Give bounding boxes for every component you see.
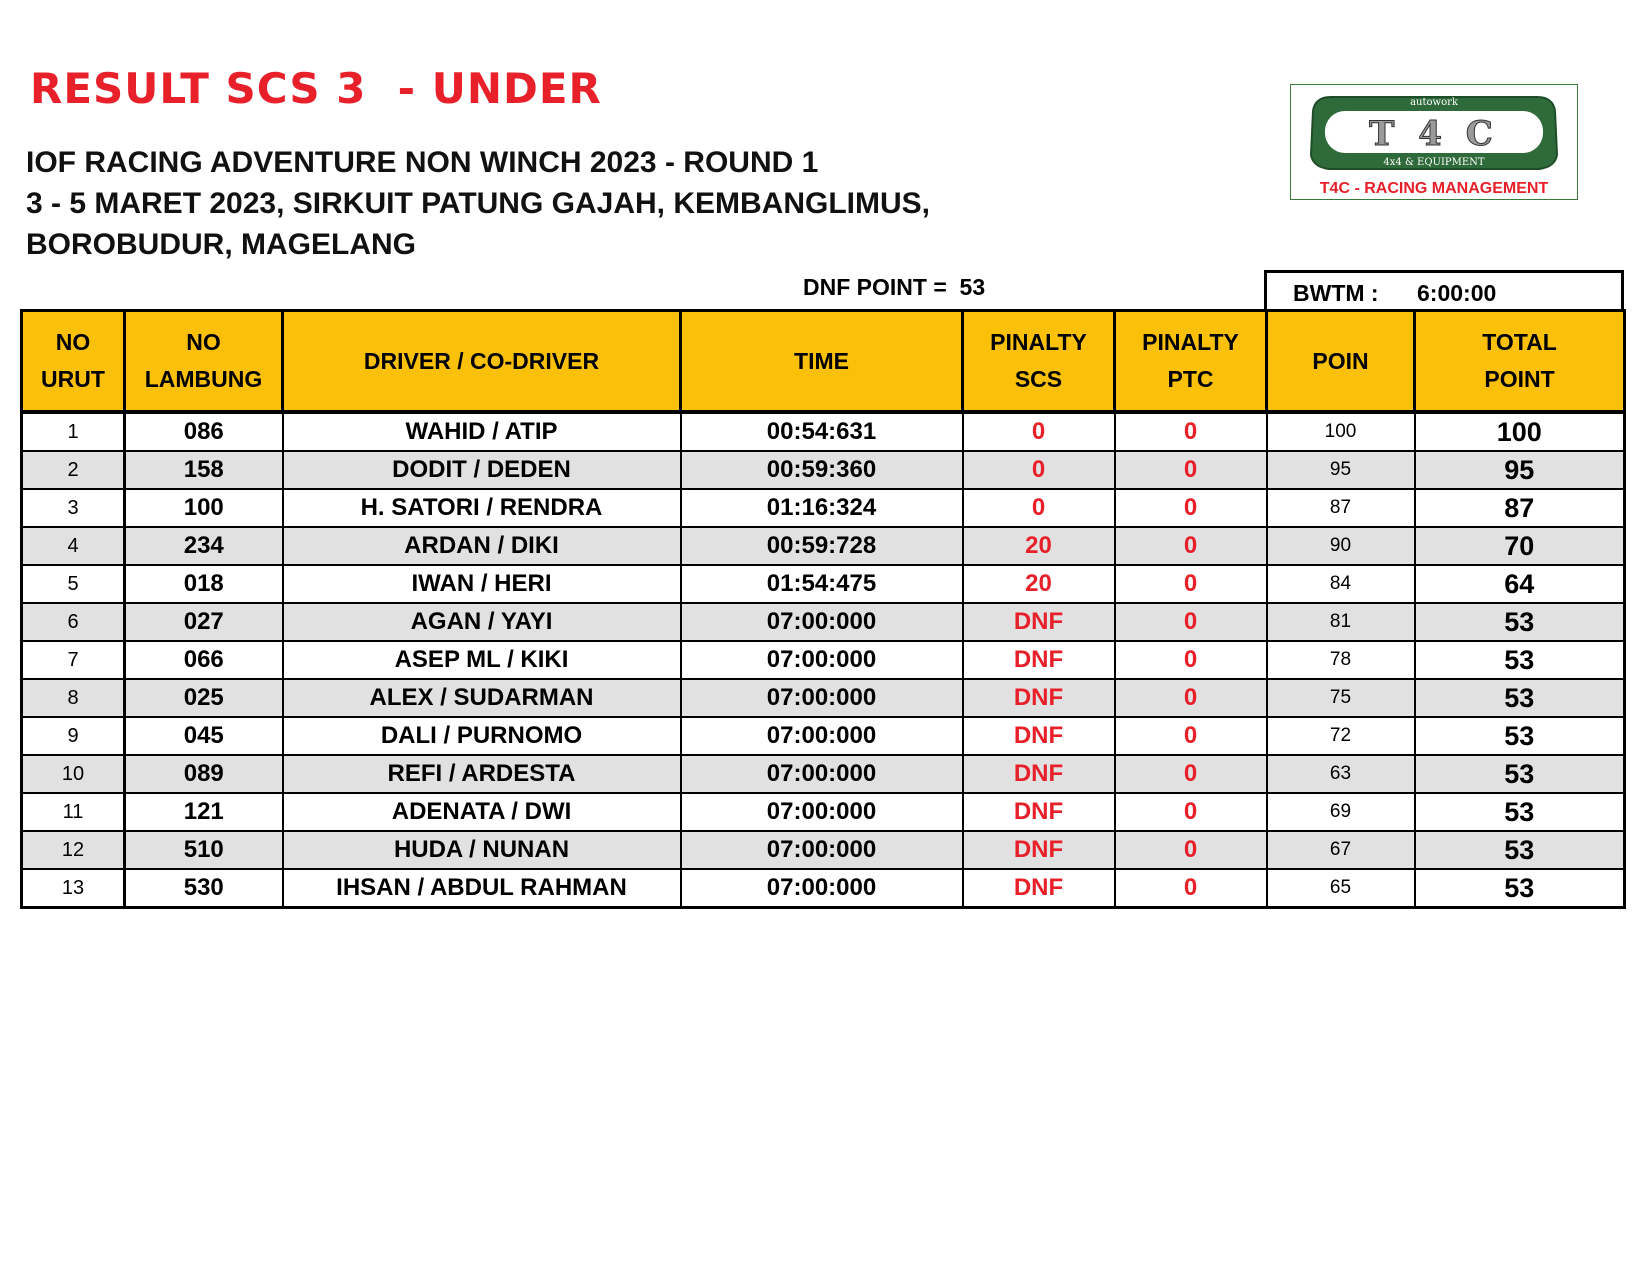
- cell-poin: 69: [1267, 793, 1415, 831]
- event-date-location: 3 - 5 MARET 2023, SIRKUIT PATUNG GAJAH, KEMBANGLIMUS,: [26, 187, 930, 220]
- cell-total-point: 53: [1415, 831, 1625, 869]
- table-row: [22, 717, 1625, 755]
- cell-no-urut: 13: [22, 869, 125, 908]
- cell-poin: 65: [1267, 869, 1415, 908]
- cell-no-lambung: 089: [125, 755, 283, 793]
- cell-poin: 72: [1267, 717, 1415, 755]
- cell-poin: 81: [1267, 603, 1415, 641]
- cell-time: 07:00:000: [681, 603, 963, 641]
- cell-pinalty-ptc: 0: [1115, 755, 1267, 793]
- cell-pinalty-ptc: 0: [1115, 451, 1267, 489]
- t4c-logo-emblem: [1291, 85, 1577, 181]
- table-row: [22, 565, 1625, 603]
- cell-no-urut: 2: [22, 451, 125, 489]
- cell-driver: REFI / ARDESTA: [283, 755, 681, 793]
- cell-time: 07:00:000: [681, 679, 963, 717]
- cell-pinalty-ptc: 0: [1115, 717, 1267, 755]
- cell-no-urut: 8: [22, 679, 125, 717]
- cell-time: 01:16:324: [681, 489, 963, 527]
- cell-poin: 67: [1267, 831, 1415, 869]
- cell-pinalty-ptc: 0: [1115, 412, 1267, 451]
- cell-time: 07:00:000: [681, 831, 963, 869]
- bwtm-label: BWTM :: [1293, 280, 1379, 306]
- cell-pinalty-scs: DNF: [963, 869, 1115, 908]
- table-row: [22, 679, 1625, 717]
- cell-time: 07:00:000: [681, 755, 963, 793]
- event-title: IOF RACING ADVENTURE NON WINCH 2023 - ROUND 1: [26, 146, 819, 179]
- logo-top-text: autowork: [1410, 97, 1458, 108]
- cell-no-lambung: 027: [125, 603, 283, 641]
- col-header-pinalty-scs: PINALTY SCS: [963, 311, 1115, 413]
- cell-total-point: 100: [1415, 412, 1625, 451]
- logo-bottom-text: 4x4 & EQUIPMENT: [1383, 157, 1485, 168]
- col-header-driver: DRIVER / CO-DRIVER: [283, 311, 681, 413]
- cell-total-point: 53: [1415, 869, 1625, 908]
- cell-time: 07:00:000: [681, 793, 963, 831]
- cell-driver: AGAN / YAYI: [283, 603, 681, 641]
- cell-poin: 90: [1267, 527, 1415, 565]
- cell-pinalty-ptc: 0: [1115, 831, 1267, 869]
- cell-total-point: 53: [1415, 717, 1625, 755]
- cell-no-urut: 1: [22, 412, 125, 451]
- cell-no-urut: 3: [22, 489, 125, 527]
- cell-pinalty-scs: 0: [963, 412, 1115, 451]
- table-row: [22, 603, 1625, 641]
- table-row: [22, 831, 1625, 869]
- cell-pinalty-ptc: 0: [1115, 641, 1267, 679]
- table-row: [22, 412, 1625, 451]
- cell-pinalty-ptc: 0: [1115, 489, 1267, 527]
- cell-poin: 75: [1267, 679, 1415, 717]
- cell-pinalty-scs: DNF: [963, 641, 1115, 679]
- cell-pinalty-scs: 0: [963, 489, 1115, 527]
- dnf-point: DNF POINT = 53: [803, 274, 986, 300]
- cell-pinalty-scs: DNF: [963, 679, 1115, 717]
- cell-no-lambung: 018: [125, 565, 283, 603]
- cell-poin: 95: [1267, 451, 1415, 489]
- cell-total-point: 53: [1415, 755, 1625, 793]
- cell-total-point: 53: [1415, 793, 1625, 831]
- cell-pinalty-scs: DNF: [963, 831, 1115, 869]
- col-header-poin: POIN: [1267, 311, 1415, 413]
- cell-driver: DODIT / DEDEN: [283, 451, 681, 489]
- cell-total-point: 70: [1415, 527, 1625, 565]
- cell-driver: IHSAN / ABDUL RAHMAN: [283, 869, 681, 908]
- cell-driver: IWAN / HERI: [283, 565, 681, 603]
- cell-no-lambung: 045: [125, 717, 283, 755]
- cell-driver: HUDA / NUNAN: [283, 831, 681, 869]
- cell-no-lambung: 066: [125, 641, 283, 679]
- cell-total-point: 53: [1415, 603, 1625, 641]
- cell-poin: 78: [1267, 641, 1415, 679]
- cell-driver: DALI / PURNOMO: [283, 717, 681, 755]
- cell-total-point: 53: [1415, 679, 1625, 717]
- cell-time: 00:59:728: [681, 527, 963, 565]
- cell-time: 07:00:000: [681, 717, 963, 755]
- page-title: RESULT SCS 3 - UNDER: [30, 64, 602, 113]
- cell-no-urut: 6: [22, 603, 125, 641]
- cell-no-urut: 12: [22, 831, 125, 869]
- bwtm-box: [1264, 270, 1624, 310]
- cell-no-urut: 4: [22, 527, 125, 565]
- cell-no-lambung: 025: [125, 679, 283, 717]
- cell-driver: ARDAN / DIKI: [283, 527, 681, 565]
- table-row: [22, 793, 1625, 831]
- cell-pinalty-scs: DNF: [963, 603, 1115, 641]
- results-table: [20, 309, 1626, 909]
- cell-poin: 87: [1267, 489, 1415, 527]
- cell-time: 00:59:360: [681, 451, 963, 489]
- cell-driver: WAHID / ATIP: [283, 412, 681, 451]
- table-row: [22, 755, 1625, 793]
- col-header-no-urut: NO URUT: [22, 311, 125, 413]
- cell-pinalty-ptc: 0: [1115, 603, 1267, 641]
- cell-pinalty-ptc: 0: [1115, 679, 1267, 717]
- cell-total-point: 64: [1415, 565, 1625, 603]
- cell-poin: 84: [1267, 565, 1415, 603]
- cell-driver: H. SATORI / RENDRA: [283, 489, 681, 527]
- col-header-total-point: TOTAL POINT: [1415, 311, 1625, 413]
- table-row: [22, 641, 1625, 679]
- cell-no-lambung: 086: [125, 412, 283, 451]
- cell-time: 07:00:000: [681, 869, 963, 908]
- cell-no-urut: 9: [22, 717, 125, 755]
- cell-pinalty-scs: 20: [963, 527, 1115, 565]
- cell-pinalty-ptc: 0: [1115, 565, 1267, 603]
- cell-total-point: 53: [1415, 641, 1625, 679]
- cell-pinalty-ptc: 0: [1115, 527, 1267, 565]
- cell-time: 00:54:631: [681, 412, 963, 451]
- t4c-logo: [1290, 84, 1578, 200]
- cell-driver: ASEP ML / KIKI: [283, 641, 681, 679]
- cell-poin: 100: [1267, 412, 1415, 451]
- cell-no-lambung: 121: [125, 793, 283, 831]
- cell-pinalty-scs: 20: [963, 565, 1115, 603]
- cell-no-urut: 7: [22, 641, 125, 679]
- event-location-city: BOROBUDUR, MAGELANG: [26, 228, 416, 261]
- col-header-time: TIME: [681, 311, 963, 413]
- table-header-row: [22, 311, 1625, 413]
- cell-total-point: 87: [1415, 489, 1625, 527]
- cell-no-lambung: 234: [125, 527, 283, 565]
- cell-poin: 63: [1267, 755, 1415, 793]
- cell-time: 01:54:475: [681, 565, 963, 603]
- cell-no-urut: 11: [22, 793, 125, 831]
- cell-time: 07:00:000: [681, 641, 963, 679]
- cell-no-urut: 5: [22, 565, 125, 603]
- cell-pinalty-scs: DNF: [963, 717, 1115, 755]
- cell-total-point: 95: [1415, 451, 1625, 489]
- cell-pinalty-ptc: 0: [1115, 793, 1267, 831]
- col-header-pinalty-ptc: PINALTY PTC: [1115, 311, 1267, 413]
- cell-pinalty-scs: 0: [963, 451, 1115, 489]
- cell-pinalty-scs: DNF: [963, 793, 1115, 831]
- cell-driver: ADENATA / DWI: [283, 793, 681, 831]
- table-row: [22, 489, 1625, 527]
- table-row: [22, 451, 1625, 489]
- cell-pinalty-ptc: 0: [1115, 869, 1267, 908]
- bwtm-value: 6:00:00: [1417, 280, 1497, 306]
- cell-pinalty-scs: DNF: [963, 755, 1115, 793]
- table-row: [22, 869, 1625, 908]
- logo-caption: T4C - RACING MANAGEMENT: [1319, 180, 1549, 197]
- cell-no-lambung: 158: [125, 451, 283, 489]
- cell-no-lambung: 530: [125, 869, 283, 908]
- cell-driver: ALEX / SUDARMAN: [283, 679, 681, 717]
- col-header-no-lambung: NO LAMBUNG: [125, 311, 283, 413]
- cell-no-lambung: 510: [125, 831, 283, 869]
- logo-main-text: T 4 C: [1369, 114, 1499, 154]
- table-row: [22, 527, 1625, 565]
- cell-no-lambung: 100: [125, 489, 283, 527]
- cell-no-urut: 10: [22, 755, 125, 793]
